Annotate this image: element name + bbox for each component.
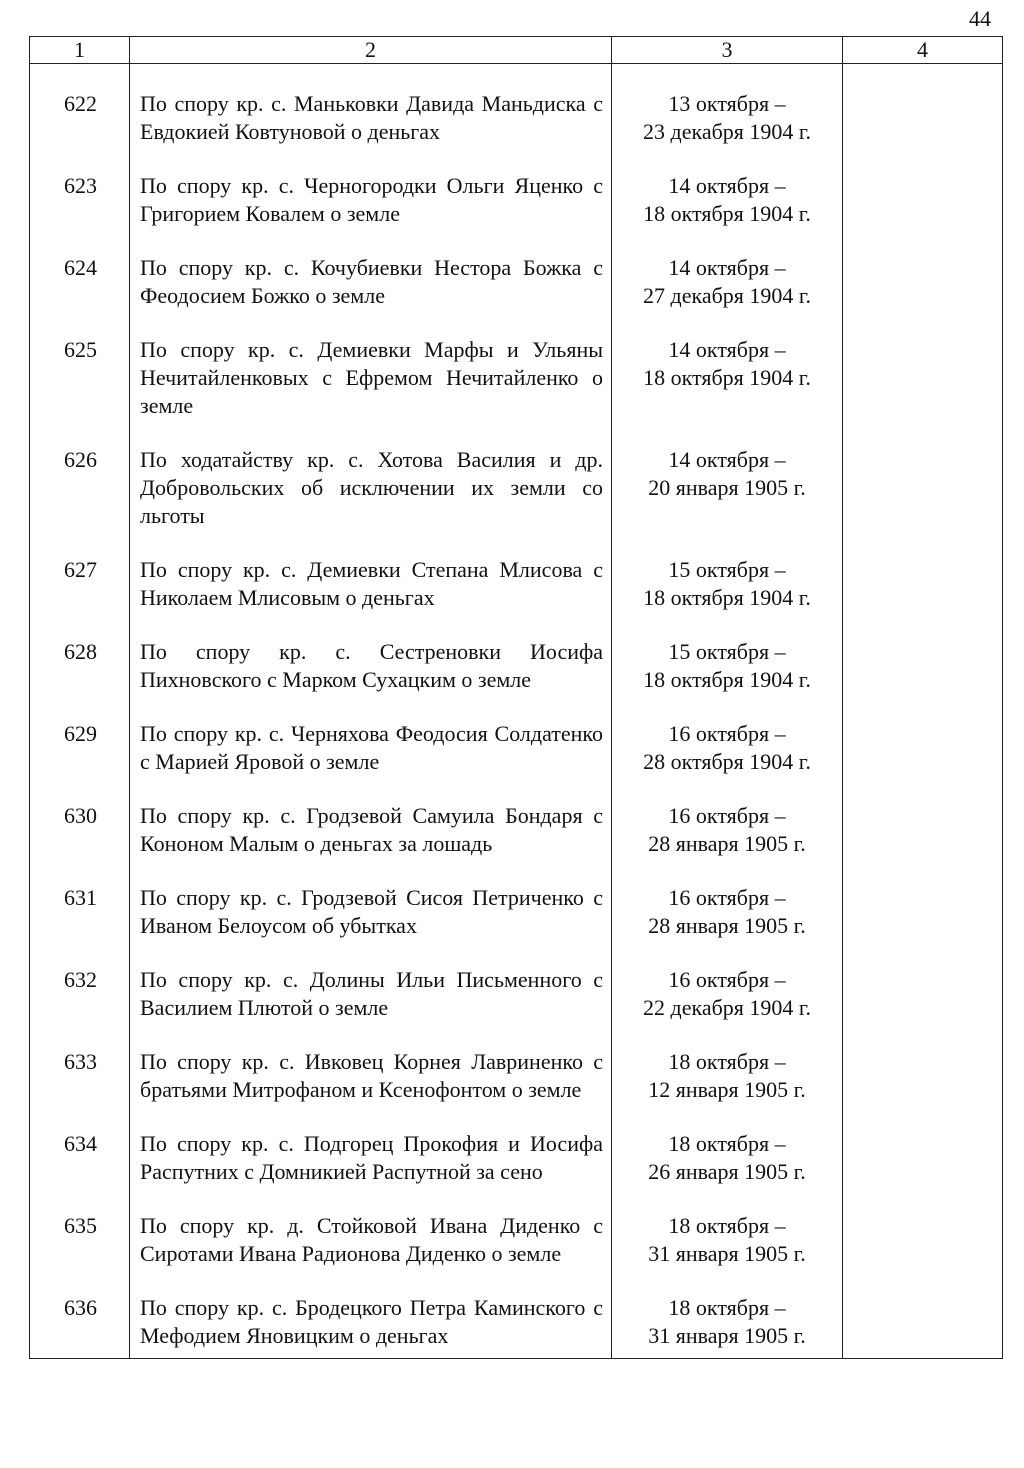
case-number: 625 (30, 336, 130, 446)
table-row (30, 172, 1003, 254)
date-start: 16 октября – (668, 803, 786, 828)
case-note (843, 802, 1003, 884)
date-end: 12 января 1905 г. (648, 1077, 806, 1102)
column-header-number: 1 (30, 37, 130, 64)
case-description: По спору кр. с. Маньковки Давида Маньдиска с Евдокией Ковтуновой о деньгах (130, 64, 612, 173)
date-start: 14 октября – (668, 173, 786, 198)
case-number: 626 (30, 446, 130, 556)
case-note (843, 446, 1003, 556)
case-description: По спору кр. д. Стойковой Ивана Диденко с Сиротами Ивана Радионова Диденко о земле (130, 1212, 612, 1294)
case-note (843, 336, 1003, 446)
date-start: 18 октября – (668, 1295, 786, 1320)
case-number: 630 (30, 802, 130, 884)
table-row (30, 1048, 1003, 1130)
case-dates (612, 1048, 843, 1130)
table-row (30, 720, 1003, 802)
case-description: По спору кр. с. Демиевки Степана Млисова с Николаем Млисовым о деньгах (130, 556, 612, 638)
case-dates (612, 1130, 843, 1212)
case-note (843, 720, 1003, 802)
archive-inventory-table (29, 36, 1003, 1359)
date-end: 27 декабря 1904 г. (643, 283, 811, 308)
case-number: 634 (30, 1130, 130, 1212)
case-dates (612, 64, 843, 173)
case-dates (612, 172, 843, 254)
table-row (30, 1212, 1003, 1294)
case-note (843, 172, 1003, 254)
date-end: 26 января 1905 г. (648, 1159, 806, 1184)
date-end: 18 октября 1904 г. (643, 585, 811, 610)
case-dates (612, 446, 843, 556)
table-row (30, 802, 1003, 884)
case-note (843, 638, 1003, 720)
case-description: По спору кр. с. Бродецкого Петра Каминского с Мефодием Яновицким о деньгах (130, 1294, 612, 1359)
date-end: 22 декабря 1904 г. (643, 995, 811, 1020)
case-dates (612, 884, 843, 966)
case-description: По спору кр. с. Кочубиевки Нестора Божка с Феодосием Божко о земле (130, 254, 612, 336)
date-start: 15 октября – (668, 557, 786, 582)
case-dates (612, 802, 843, 884)
case-number: 628 (30, 638, 130, 720)
date-start: 16 октября – (668, 885, 786, 910)
case-note (843, 1130, 1003, 1212)
case-dates (612, 556, 843, 638)
table-row (30, 884, 1003, 966)
case-note (843, 1212, 1003, 1294)
table-row (30, 966, 1003, 1048)
case-note (843, 1048, 1003, 1130)
case-number: 633 (30, 1048, 130, 1130)
case-number: 631 (30, 884, 130, 966)
case-description: По спору кр. с. Черногородки Ольги Яценко с Григорием Ковалем о земле (130, 172, 612, 254)
case-description: По спору кр. с. Гродзевой Сисоя Петриченко с Иваном Белоусом об убытках (130, 884, 612, 966)
case-number: 623 (30, 172, 130, 254)
date-start: 16 октября – (668, 967, 786, 992)
case-note (843, 1294, 1003, 1359)
column-header-dates: 3 (612, 37, 843, 64)
case-note (843, 966, 1003, 1048)
date-end: 28 января 1905 г. (648, 913, 806, 938)
date-end: 18 октября 1904 г. (643, 667, 811, 692)
case-description: По спору кр. с. Ивковец Корнея Лавриненко с братьями Митрофаном и Ксенофонтом о земле (130, 1048, 612, 1130)
case-note (843, 556, 1003, 638)
date-end: 20 января 1905 г. (648, 475, 806, 500)
case-note (843, 254, 1003, 336)
case-number: 627 (30, 556, 130, 638)
case-note (843, 64, 1003, 173)
table-row (30, 638, 1003, 720)
case-number: 622 (30, 64, 130, 173)
case-dates (612, 966, 843, 1048)
case-number: 635 (30, 1212, 130, 1294)
column-header-notes: 4 (843, 37, 1003, 64)
date-start: 14 октября – (668, 447, 786, 472)
table-row (30, 254, 1003, 336)
date-end: 28 октября 1904 г. (643, 749, 811, 774)
case-dates (612, 1294, 843, 1359)
case-dates (612, 638, 843, 720)
date-start: 15 октября – (668, 639, 786, 664)
date-start: 16 октября – (668, 721, 786, 746)
case-number: 636 (30, 1294, 130, 1359)
date-start: 18 октября – (668, 1049, 786, 1074)
page-number: 44 (969, 6, 991, 31)
case-description: По спору кр. с. Долины Ильи Письменного с Василием Плютой о земле (130, 966, 612, 1048)
date-end: 18 октября 1904 г. (643, 201, 811, 226)
column-header-description: 2 (130, 37, 612, 64)
table-row (30, 1130, 1003, 1212)
table-header (30, 37, 1003, 64)
date-start: 13 октября – (668, 91, 786, 116)
case-dates (612, 254, 843, 336)
date-start: 18 октября – (668, 1213, 786, 1238)
date-end: 31 января 1905 г. (648, 1241, 806, 1266)
date-end: 23 декабря 1904 г. (643, 119, 811, 144)
table-body (30, 64, 1003, 1359)
case-description: По спору кр. с. Сестреновки Иосифа Пихновского с Марком Сухацким о земле (130, 638, 612, 720)
table-row (30, 1294, 1003, 1359)
case-description: По спору кр. с. Подгорец Прокофия и Иосифа Распутних с Домникией Распутной за сено (130, 1130, 612, 1212)
case-dates (612, 1212, 843, 1294)
date-start: 14 октября – (668, 255, 786, 280)
case-number: 624 (30, 254, 130, 336)
table-row (30, 336, 1003, 446)
date-start: 14 октября – (668, 337, 786, 362)
case-number: 629 (30, 720, 130, 802)
date-start: 18 октября – (668, 1131, 786, 1156)
case-note (843, 884, 1003, 966)
table-row (30, 446, 1003, 556)
date-end: 18 октября 1904 г. (643, 365, 811, 390)
case-description: По ходатайству кр. с. Хотова Василия и др. Добровольских об исключении их земли со льготы (130, 446, 612, 556)
case-dates (612, 336, 843, 446)
table-row (30, 64, 1003, 173)
date-end: 31 января 1905 г. (648, 1323, 806, 1348)
case-description: По спору кр. с. Демиевки Марфы и Ульяны Нечитайленковых с Ефремом Нечитайленко о земле (130, 336, 612, 446)
case-dates (612, 720, 843, 802)
case-description: По спору кр. с. Гродзевой Самуила Бондаря с Кононом Малым о деньгах за лошадь (130, 802, 612, 884)
date-end: 28 января 1905 г. (648, 831, 806, 856)
case-description: По спору кр. с. Черняхова Феодосия Солдатенко с Марией Яровой о земле (130, 720, 612, 802)
table-row (30, 556, 1003, 638)
case-number: 632 (30, 966, 130, 1048)
